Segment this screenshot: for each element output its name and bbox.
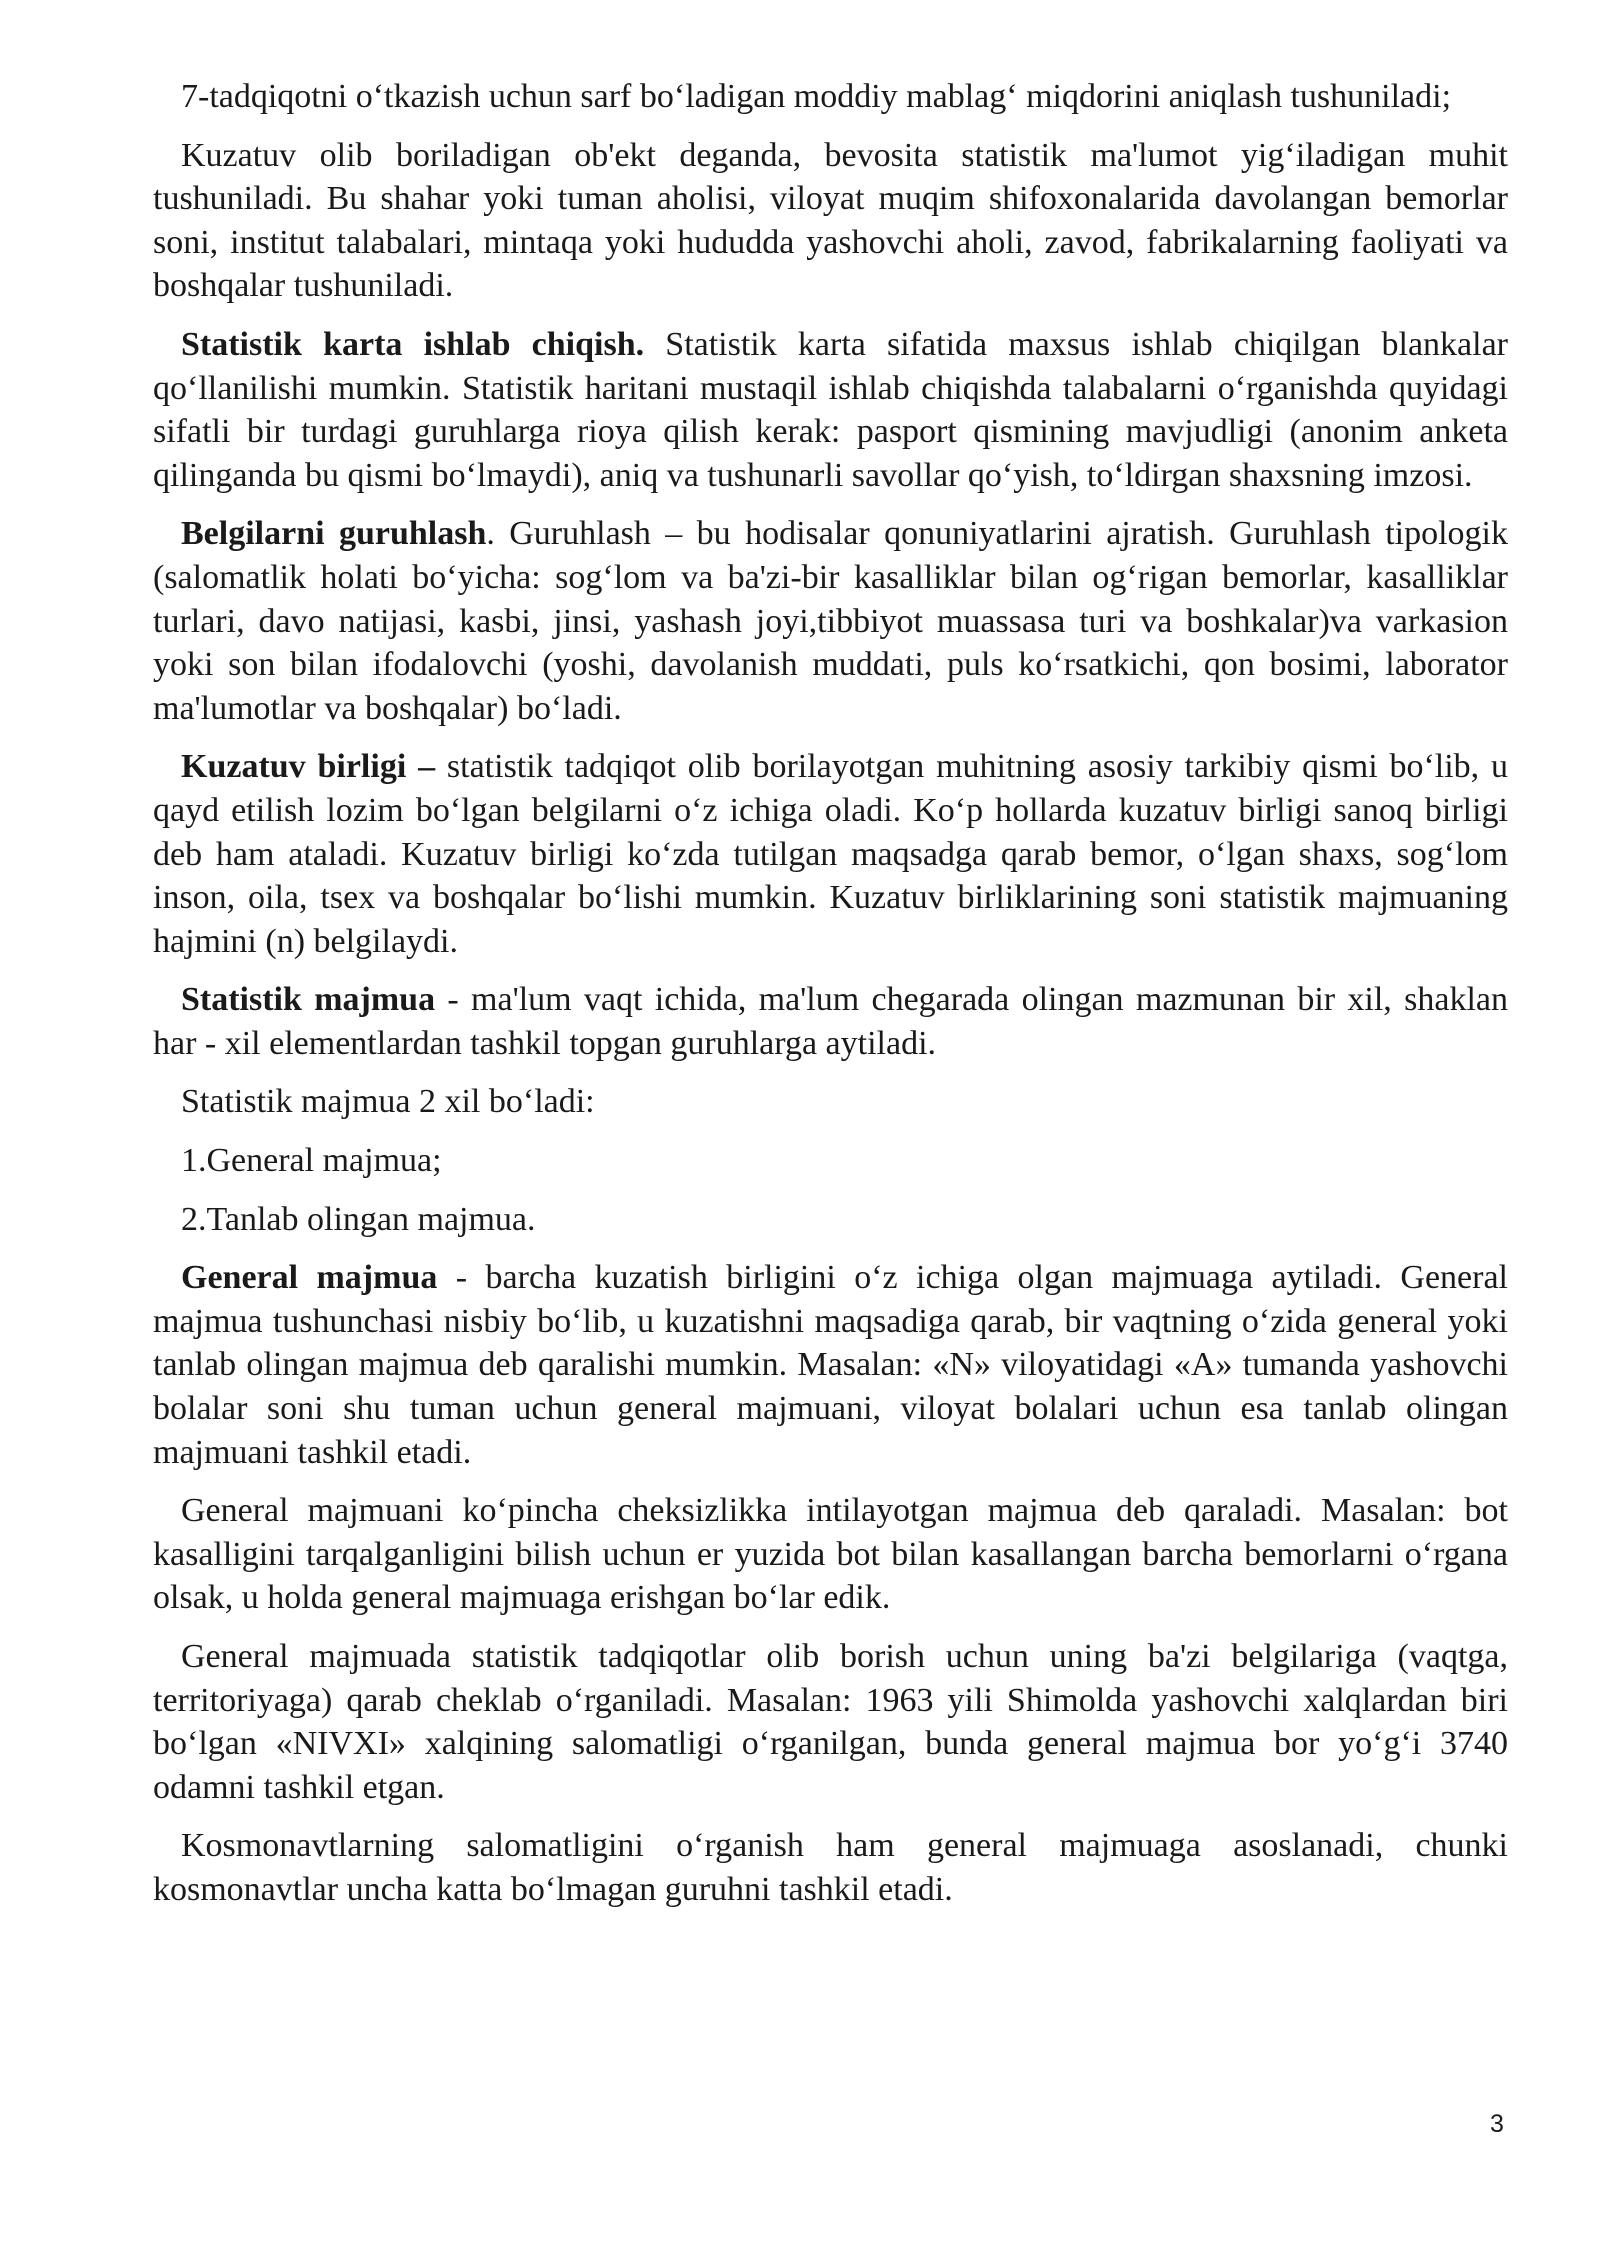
paragraph-text: Kuzatuv olib boriladigan ob'ekt deganda, bevosita statistik ma'lumot yig‘iladigan muhit tushuniladi. Bu shahar yoki tuman aholisi, viloyat muqim shifoxonalarida davolangan bemorlar soni, institut talabalari, mintaqa yoki hududda yashovchi aholi, zavod, fabrikalarning faoliyati va boshqalar tushuniladi. xyxy=(153,136,1508,305)
paragraph xyxy=(153,978,1508,1065)
paragraph xyxy=(153,1635,1508,1809)
paragraph-term: Belgilarni guruhlash xyxy=(181,515,487,553)
paragraph-term: Kuzatuv birligi – xyxy=(181,748,436,786)
paragraph-text: - barcha kuzatish birligini o‘z ichiga olgan majmuaga aytiladi. General majmua tushunchasi nisbiy bo‘lib, u kuzatishni maqsadiga qarab, bir vaqtning o‘zida general yoki tanlab olingan majmua deb qaralishi mumkin. Masalan: «N» viloyatidagi «A» tumanda yashovchi bolalar soni shu tuman uchun general majmuani, viloyat bolalari uchun esa tanlab olingan majmuani tashkil etadi. xyxy=(153,1259,1508,1471)
paragraph xyxy=(153,1080,1508,1124)
paragraph-text: statistik tadqiqot olib borilayotgan muhitning asosiy tarkibiy qismi bo‘lib, u qayd etilish lozim bo‘lgan belgilarni o‘z ichiga oladi. Ko‘p hollarda kuzatuv birligi sanoq birligi deb ham ataladi. Kuzatuv birligi ko‘zda tutilgan maqsadga qarab bemor, o‘lgan shaxs, sog‘lom inson, oila, tsex va boshqalar bo‘lishi mumkin. Kuzatuv birliklarining soni statistik majmuaning hajmini (n) belgilaydi. xyxy=(153,748,1508,960)
paragraph xyxy=(153,134,1508,308)
paragraph xyxy=(153,1489,1508,1620)
paragraph-text: 1.General majmua; xyxy=(181,1142,442,1180)
paragraph-text: Statistik karta sifatida maxsus ishlab chiqilgan blankalar qo‘llanilishi mumkin. Statistik haritani mustaqil ishlab chiqishda talabalarni o‘rganishda quyidagi sifatli bir turdagi guruhlarga rioya qilish kerak: pasport qismining mavjudligi (anonim anketa qilinganda bu qismi bo‘lmaydi), aniq va tushunarli savollar qo‘yish, to‘ldirgan shaxsning imzosi. xyxy=(153,325,1508,494)
paragraph-text: General majmuada statistik tadqiqotlar olib borish uchun uning ba'zi belgilariga (vaqtga, territoriyaga) qarab cheklab o‘rganiladi. Masalan: 1963 yili Shimolda yashovchi xalqlardan biri bo‘lgan «NIVXI» xalqining salomatligi o‘rganilgan, bunda general majmua bor yo‘g‘i 3740 odamni tashkil etgan. xyxy=(153,1638,1508,1806)
paragraph-text: Statistik majmua 2 xil bo‘ladi: xyxy=(181,1083,595,1121)
paragraph-text: . Guruhlash – bu hodisalar qonuniyatlarini ajratish. Guruhlash tipologik (salomatlik holati bo‘yicha: sog‘lom va ba'zi-bir kasalliklar bilan og‘rigan bemorlar, kasalliklar turlari, davo natijasi, kasbi, jinsi, yashash joyi,tibbiyot muassasa turi va boshkalar)va varkasion yoki son bilan ifodalovchi (yoshi, davolanish muddati, puls ko‘rsatkichi, qon bosimi, laborator ma'lumotlar va boshqalar) bo‘ladi. xyxy=(153,515,1508,727)
paragraph-term: Statistik karta ishlab chiqish. xyxy=(181,325,645,363)
paragraph xyxy=(153,323,1508,497)
paragraph xyxy=(153,745,1508,963)
paragraph-term: Statistik majmua xyxy=(181,981,436,1019)
paragraph xyxy=(153,1824,1508,1911)
paragraph xyxy=(153,512,1508,730)
document-body xyxy=(153,75,1508,1927)
page-number: 3 xyxy=(1490,2110,1504,2138)
list-item xyxy=(153,1198,1508,1242)
paragraph-text: Kosmonavtlarning salomatligini o‘rganish ham general majmuaga asoslanadi, chunki kosmonavtlar uncha katta bo‘lmagan guruhni tashkil etadi. xyxy=(153,1827,1508,1908)
paragraph-text: 7-tadqiqotni o‘tkazish uchun sarf bo‘ladigan moddiy mablag‘ miqdorini aniqlash tushuniladi; xyxy=(181,78,1452,115)
paragraph-text: - ma'lum vaqt ichida, ma'lum chegarada olingan mazmunan bir xil, shaklan har - xil elementlardan tashkil topgan guruhlarga aytiladi. xyxy=(153,981,1508,1062)
list-item xyxy=(153,1139,1508,1183)
paragraph-term: General majmua xyxy=(181,1259,438,1297)
paragraph xyxy=(153,1256,1508,1474)
paragraph xyxy=(153,75,1508,119)
paragraph-text: 2.Tanlab olingan majmua. xyxy=(181,1200,536,1238)
paragraph-text: General majmuani ko‘pincha cheksizlikka intilayotgan majmua deb qaraladi. Masalan: bot kasalligini tarqalganligini bilish uchun er yuzida bot bilan kasallangan barcha bemorlarni o‘rgana olsak, u holda general majmuaga erishgan bo‘lar edik. xyxy=(153,1492,1508,1617)
